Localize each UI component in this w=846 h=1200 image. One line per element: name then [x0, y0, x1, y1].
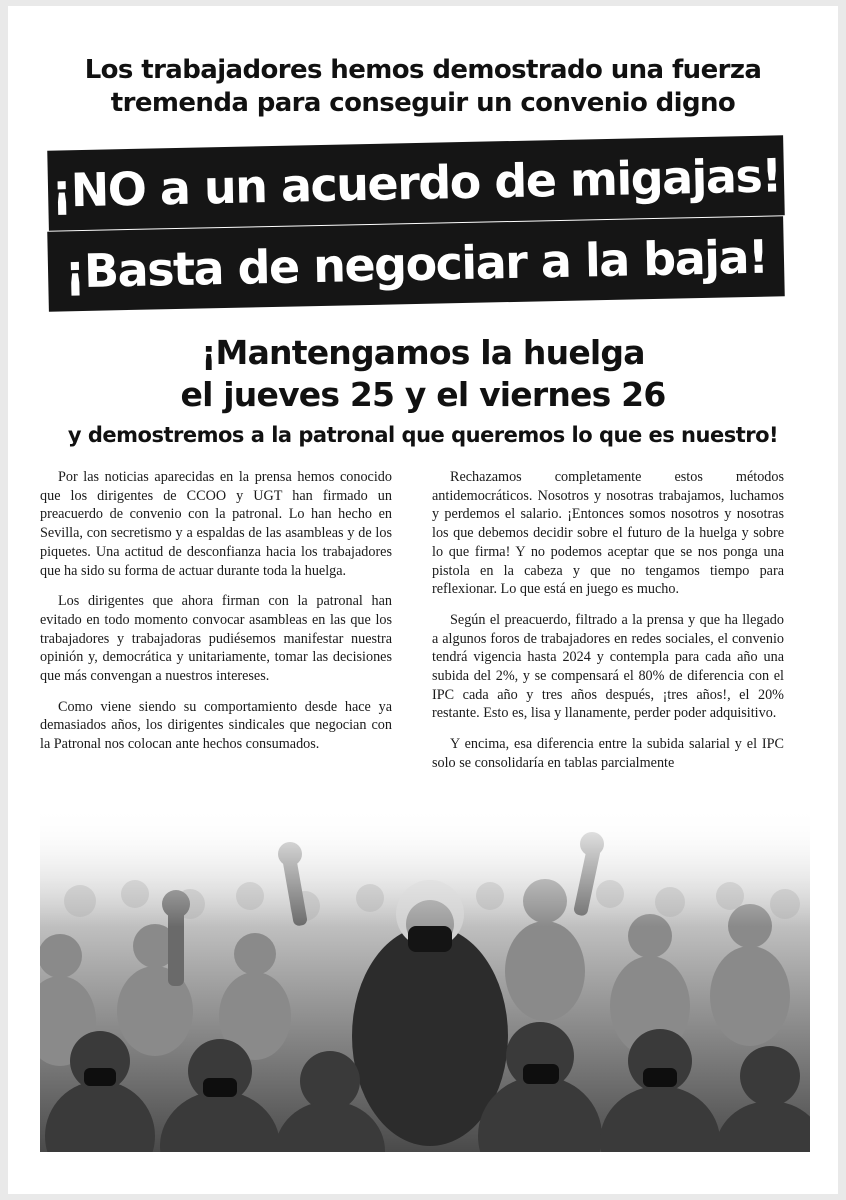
article-column-left — [40, 468, 392, 766]
headline-line-1: ¡Mantengamos la huelga — [201, 333, 645, 372]
article-column-right — [432, 468, 784, 844]
protest-crowd-photo — [40, 806, 810, 1152]
paragraph: Por las noticias aparecidas en la prensa hemos conocido que los dirigentes de CCOO y UGT han firmado un preacuerdo de convenio con la patronal. Lo han hecho en Sevilla, con secretismo y a espaldas de las asambleas y de los piquetes. Una actitud de desconfianza hacia los trabajadores que ha sido su forma de actuar durante toda la huelga. — [40, 469, 392, 579]
headline-line-2: el jueves 25 y el viernes 26 — [180, 375, 666, 414]
headline-subline: y demostremos a la patronal que queremos lo que es nuestro! — [67, 423, 779, 447]
paragraph: Rechazamos completamente estos métodos antidemocráticos. Nosotros y nosotras trabajamos, luchamos y perdemos el salario. ¡Entonces somos nosotros y nosotras los que debemos decidir sobre el futuro de la huelga y sobre lo que firma! Y no podemos aceptar que se nos ponga una pistola en la cabeza y que no tengamos tiempo para reflexionar. Lo que está en juego es mucho. — [432, 469, 784, 598]
kicker-heading — [68, 54, 778, 120]
banner-basta-negociar: ¡Basta de negociar a la baja! — [47, 216, 785, 311]
flyer-page — [8, 6, 838, 1194]
paragraph: Los dirigentes que ahora firman con la patronal han evitado en todo momento convocar asambleas en las que los trabajadores y trabajadoras pudiésemos manifestar nuestra opinión y, democrática y unitariamente, tomar las decisiones que más convengan a nuestros intereses. — [40, 593, 392, 685]
paragraph: Y encima, esa diferencia entre la subida salarial y el IPC solo se consolidaría en tablas parcialmente — [432, 736, 784, 771]
kicker-line-1: Los trabajadores hemos demostrado una fuerza — [84, 55, 762, 85]
paragraph: Según el preacuerdo, filtrado a la prensa y que ha llegado a algunos foros de trabajadores en redes sociales, el convenio tendrá vigencia hasta 2024 y contempla para cada año una subida del 2%, y se compensará el 80% de diferencia con el IPC cada año y tres años después, ¡tres años!, el 20% restante. Esto es, lisa y llanamente, perder poder adquisitivo. — [432, 611, 784, 722]
kicker-line-2: tremenda para conseguir un convenio digno — [110, 88, 736, 118]
paragraph: Como viene siendo su comportamiento desde hace ya demasiados años, los dirigentes sindicales que negocian con la Patronal nos colocan ante hechos consumados. — [40, 698, 392, 753]
crowd-illustration — [40, 806, 810, 1152]
banner-no-acuerdo: ¡NO a un acuerdo de migajas! — [47, 135, 785, 230]
